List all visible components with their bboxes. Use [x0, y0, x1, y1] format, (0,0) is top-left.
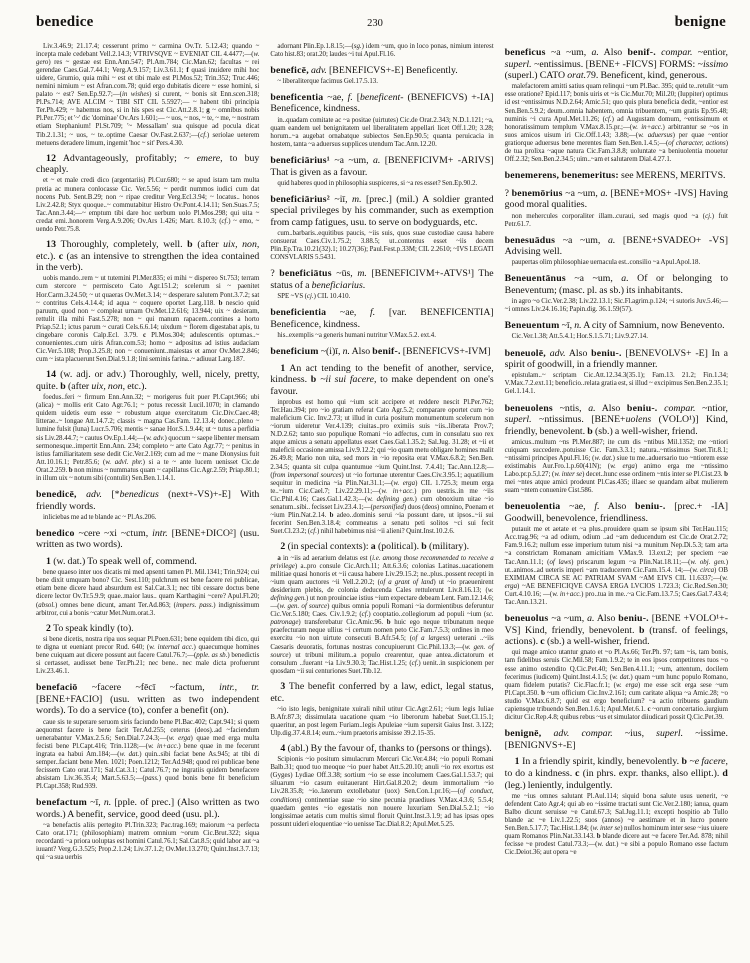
citation-block: putauit me et aetate et ~a plus..prouidere quam se ipsum sibi Ter.Hau.115; Acc.trag.96; ~a ad odium, odium ..ad ~am deducendum est Cic.de Orat.2.72; Fam.9.16.2; nullum esse imperium tutum nisi ~a munitum Nep.Di.5.3; tam arta ~a constrictam Romanam amicitiam V.Max.9. 13.ext.2; per speciem ~ae Tac.Ann.11.1; (of laws) priscarum legum ~a Plin.Nat.18.11;—(w. obj. gen.) ut..animos..ad ueteris imperi ~am traducerem Cic.Fam.15.4. 14;—(w. circa) OB EXIMIAM CIRCA SE AC PATRIAM SVAM ~AM EIVS CIL 11.6337;—(w. erga) ~AE BENEFICIQVE CAVSA ERGA LVCIOS 1.723.3; Cic.Red.Sen.30; Curt.4.10.16; —(w. in+acc.) pro..tua in me..~a Cic.Fam.13.7.5; Caes.Gal.7.43.4; Tac.Ann.13.21. [504, 526, 728, 606]
citation-block: his..exemplis ~a generis humani nutritur V.Max.5.2. ext.4. [277, 331, 436, 339]
citation-block: ~ liberaliterque facimus Gel.17.5.13. [277, 77, 378, 85]
citation-block: foedus..feri ~ firmum Enn.Ann.32; ~ morigerus fuit puer Pl.Capt.966; ubi (alica) ~ mollis erit Cato Agr.76.1; ~ potus recessit Lucil.1070; in clamando quidem uidetis eum esse ~ robustum atque exercitatum Cic.Div.Caec.48; litterae..~ longae Att.14.7.2; classis ~ magna Cas.Fam. 12.13.4; donec..pleno ~ lumine fulsit (luna) Lucr.5.706; mentis ~ sanae Hor.S.1.9.44; ut ~ tutus a perfidia sis Liv.28.44.7; ~ cautus Ov.Ep.1.44;—(w. adv.) quocum ~ saepe libenter mensam sermonesque..impertit Enn.Ann. 234; completo ~ arte Cato Agr.77; ~ penitus in istius familiaritatem sese dedit Cic.Ver.2.169; cum ad me ~ mane Dionysius fuit Att.10.16.1; Petr.85.6; (w. advl. phr.) si a te ~ ante lucem uenisset Cic.de Orat.2.259. b non minus ~ nummatus quam ~ capillatus Cic.Agr.2.59; Priap.80.1; in illum uix ~ notum sibi (contulit) Sen.Ben.1.14.1. [36, 394, 260, 482]
sense-paragraph: 2 (in special contexts): a (political). b (military). [280, 541, 470, 553]
sense-paragraph: 1 (w. dat.) To speak well of, commend. [46, 556, 197, 568]
column-middle [270, 41, 493, 863]
citation-block: caue sis te superare seruom siris faciundo bene Pl.Bac.402; Capt.941; si quem aequomst facere is bene facit Ter.Ad.255; ceterus (deos)..ad ~faciendum uenerabantur V.Max.2.5.6; Sen.Dial.7.24.3;—(w. erga) quae med erga multa fecisti bene Pl.Capt.416; Trin.1128;—(w. in+acc.) bene quae in me fecerunt ingrata ea habui Am.184;—(w. dat.) quin..sibi faciat bene As.945; at tibi di semper..faciant bene Men. 1021; Poen.1212; Ter.Ad.948; quod rei publicae bene fecissem Cato orat.171; Sal.Cat.3.1; Catul.76.7; ne ingratiis quidem benefacere absistam Liv.36.35.4; Mart.5.63.5;—(pass.) quod bonis bene fit beneficium Pl.Capt.358; Rud.939. [36, 718, 260, 791]
entry-paragraph: beneficiārius² ~iī, m. [prec.] (mil.) A soldier granted special privileges by his commander, such as exemption from camp fatigues, usu. to serve on bodyguards, etc. [270, 193, 494, 228]
citation-block: inliciebas me ad te blande ac ~ Pl.As.206. [43, 513, 157, 521]
citation-block: ~a benefactis aliis pertegito Pl.Trin.323; Pac.trag.169; maiorum ~a perfecta Cato orat.171; (philosophiam) matrem omnium ~orum Cic.Brut.322; siqua recordanti ~a priora uoluptas est homini Catul.76.1; Sal.Cat.8.5; quid labor aut ~a iuuant? Verg.G.3.525; Prop.2.1.24; Liv.37.1.2; Ov.Met.13.270; Quint.Inst.3.7.13; qui ~a sua uerbis [36, 822, 260, 862]
entry-paragraph: beneuolē, adv. Also beniu-. [BENEVOLVS+ -E] In a spirit of goodwill, in a friendly manner. [504, 347, 728, 371]
citation-block: SPE ~VS (cj.) CIL 10.410. [277, 293, 351, 301]
sense-paragraph: 3 The benefit conferred by a law, edict, legal status, etc. [270, 680, 494, 704]
entry-paragraph: beneuolens ~ntis, a. Also beniu-. compar. ~ntior, superl. ~ntissimus. [BENE+uolens (VOLO¹)] Kind, friendly, benevolent. b (sb.) a well-wisher, friend. [504, 402, 728, 437]
sense-paragraph: 12 Advantageously, profitably; ~ emere, to buy cheaply. [36, 152, 260, 176]
citation-block: Cic.Ver.1.38; Att.5.4.1; Hor.S.1.5.71; Liv.9.27.14. [511, 333, 648, 341]
page-number: 230 [367, 18, 383, 29]
entry-paragraph: beneficium ~(i)ī, n. Also benif-. [BENEFICVS+-IVM] [270, 345, 491, 357]
entry-paragraph: benefactum ~ī, n. [pple. of prec.] (Also written as two words.) A benefit, service, good deed (usu. pl.). [36, 797, 260, 820]
entry-paragraph: ? benemōrius ~a ~um, a. [BENE+MOS+ -IVS] Having good moral qualities. [504, 187, 728, 211]
column-left [36, 41, 259, 863]
citation-block: in agro ~o Cic.Ver.2.38; Liv.22.13.1; Sic.Fl.agrim.p.124; ~i sutoris Juv.5.46;—~i omnes Liv.24.16.16; Papin.dig. 36.1.59(57). [504, 298, 728, 314]
entry-paragraph: beneficiārius¹ ~a ~um, a. [BENEFICIVM+ -ARIVS] That is given as a favour. [270, 154, 494, 178]
entry-paragraph: Beneuentānus ~a ~um, a. Of or belonging to Beneventum; (masc. pl. as sb.) its inhabitants. [504, 273, 728, 297]
citation-block: adornant Plin.Ep.1.8.15;—(sg.) idem ~um, quo in loco ponas, nimium interest Cato hist.83; orat.20; laudes ~i tui Apul.Fl.16. [270, 42, 494, 58]
citation-block: qui mage amico utantur gnato et ~o Pl.As.66; Ter.Ph. 97; tam ~is, tam bonis, tam fidelibus seruis Cic.Mil.58; Fam.1.9.2; te in eos ipsos competitores tuos ~o esse animo ostendito Q.Cic.Pet.40; Sen.Ben.4.11.1; ~um, attentum, docilem fecerimus (iudicem) Quint.Inst.4.1.5; (w. dat.) quam ~um hunc populo Romano, quam fidelem putatis? Cic.Flac.fr.1; (w. erga) me esse scit erga sese ~um Pl.Capt.350. b ~um officium Cic.Inv.2.161; cum caritate aliqua ~a Amic.28; ~o studio V.Max.6.8.7; quid est ergo beneficium? ~a actio tribuens gaudium capiensque tribuendo Sen.Ben.1.6.1; Apul.Met.6.1. c ~orum concertatio..iurgium dicitur Cic.Rep.4.8; quibus rebus ~us et simulator diiudicari possit Q.Cic.Pet.39. [504, 649, 728, 722]
citation-block: non mehercules corporaliter illam..curaui, sed magis quod ~a (cj.) fuit Petr.61.7. [504, 212, 728, 228]
citation-block: paupertas olim philosophiae uernacula est..consilio ~a Apul.Apol.18. [511, 259, 701, 267]
entry-paragraph: beneuolentia ~ae, f. Also beniu-. [prec.+ -IA] Goodwill, benevolence, friendliness. [504, 501, 728, 525]
sense-paragraph: 1 An act tending to the benefit of another, service, kindness. b ~ii sui facere, to make dependent on one's favour. [270, 362, 494, 397]
entry-paragraph: Beneuentum ~ī, n. A city of Samnium, now Benevento. [504, 320, 725, 332]
sense-paragraph: 4 (abl.) By the favour of, thanks to (persons or things). [280, 742, 492, 754]
citation-block: epistulam..~ scriptam Cic.Att.12.34.3(35.1); Fam.13. 21.2; Fin.1.34; V.Max.7.2.ext.11; beneficio..relata gratia est, si illud ~ excipimus Sen.Ben.2.35.1; Gel.1.14.1. [504, 372, 728, 396]
citation-block: si bene dicetis, nostra ripa uos sequar Pl.Poen.631; bene equidem tibi dico, qui te digna ut eueniant precor Rud. 640; (w. internal acc.) quaecumque homines bene cuiquam aut dicere possunt aut facere Catul.76.7;—(pple. as sb.) benedictis si certasset, audisset bene Ter.Ph.21; nec bene.. nec male dicta profuerunt Liv.23.46.1. [36, 635, 260, 676]
entry-paragraph: beneficus ~a ~um, a. Also benif-. compar. ~entior, superl. ~entissimus. [BENE+ -FICVS] FORMS: ~issimo (superl.) CATO orat.79. Beneficent, kind, generous. [504, 47, 728, 82]
citation-block: quid haberes quod in philosophia suspiceres, si ~a res esset? Sen.Ep.90.2. [277, 179, 478, 187]
entry-paragraph: beneficē, adv. [BENEFICVS+-E] Beneficently. [270, 64, 458, 76]
citation-block: inprobus est homo qui ~ium scit accipere et reddere nescit Pl.Per.762; Ter.Hau.394; pro ~io gratiam referat Cato Agr.5.2; comparare oportet cum ~io maleficium Cic. Inv.2.73; ut illud in curia positum monumentum scelerum non ~iorum uideretur Ver.4.139; ciuitas..pro eximiis suis ~iis..liberata Prov.7; N.D.2.62; tanto suo populique Romani ~io adfectus, cum in consulatu suo rex atque amicus a senatu appellatus esset Caes.Gal.1.35.2; Sal.Jug. 31.28; et ~ii et maleficii occasione amissa Liv.9.12.2; qui ~io quam metu obligare homines malit 26.49.8; Mario non uita, sed mors in ~io reposita erat V.Max.6.8.2; Sen.Ben. 2.34.5; quanta sit culpa quantumue ~ium Quint.Inst. 7.4.41; Tac.Ann.12.8;—(from impersonal sources) ut ~io fortunae uterentur Caes.Civ.3.95.1; aquatilium sequitur in medicina ~ia Plin.Nat.31.1;—(w. erga) CIL 1.725.3; meum erga te..~ium Cic.Cael.7; Liv.22.29.11;—(w. in+acc.) pro uestris..in me ~iis Cic.Phil.4.16; Caes.Gal.1.42.3;—(w. defining gen.) cum obnoxium uitae ~io senatum..sibi.. fecisset Liv.23.4.1;—(personified) duos (deos) omnino, Poenam et ~ium Plin.Nat.2.14. b adeo..dominis serui ~ia possunt dare, ut ipsos..~ii sui fecerint Sen.Ben.3.18.4; commeatus a senatu peti solitos ~ci sui fecit Suet.Cl.23.2; (cf.) nihil habebimus nisi ~ii alieni? Quint.Inst.10.2.6. [270, 398, 494, 536]
text-columns [0, 35, 750, 863]
entry-paragraph: ? beneficiātus ~ūs, m. [BENEFICIVM+-ATVS¹] The status of a beneficiarius. [270, 268, 494, 291]
citation-block: Scipionis ~io positum simulacrum Mercuri Cic.Ver.4.84; ~io populi Romani Balb.31; quod tuo meoque ~io puer habet Att.5.20.10; anuli ~io rex exortus est (Gyges) Lydiae Off.3.38; sortium ~io se esse incolumem Caes.Gal.1.53.7; qui siluarum ~io casum euitauerant Hirt.Gal.8.20.2; deum immortalium ~io Liv.28.35.8; ~io..laterum extollebatur (uox) Sen.Con.1.pr.16;—(of conduct, conditions) continentiae suae ~io sine pecunia praediues V.Max.4.3.6; 5.5.4; quaedam gentes ~io egestatis non nouere luxuriam Sen.Dial.5.2.1; ~io longissimae aetatis cum multis simul floruit Quint.Inst.3.1.9; ad has ipsas opes possunt uideri eloquentiae ~io uenisse Tac.Dial.8.2; Apul.Met.5.25. [270, 756, 494, 828]
citation-block: et ~ et male credi dico (argentariis) Pl.Cur.680; ~ se apud istam tam multa pretia ac munera conlocasse Cic. Ver.5.56; ~ perdit nummos iudici cum dat nocens Pub. Sent.B.29; non ~ ripae creditur Verg.Ecl.3.94; ~ locatus.. honos Liv.2.42.8; Styx quoque..~ commutabitur Histro Ov.Pont.4.14.11; Sen.Suas.7.5; Tac.Ann.3.44;—~ emptum tibi dare hoc uerbum uolo Pl.Mos.298; qui uita ~ credat emi..honorem Verg.A.9.206; Ov.Ars 1.426; Mart. 8.10.3; (cf.) ~ emo, ~ uendo Petr.75.8. [36, 177, 260, 233]
sense-paragraph: 14 (w. adj. or adv.) Thoroughly, well, nicely, pretty, quite. b (after uix, non, etc.). [36, 369, 260, 392]
guide-word-right: benigne [674, 14, 726, 30]
entry-paragraph: beneuolus ~a ~um, a. Also beniu-. [BENE +VOLO¹+-VS] Kind, friendly, benevolent. b (transf. of feelings, actions). c (sb.) a well-wisher, friend. [504, 613, 728, 648]
entry-paragraph: beneficientia ~ae, f. [var. BENEFICENTIA] Beneficence, kindness. [270, 307, 494, 330]
entry-paragraph: benedico ~cere ~xi ~ctum, intr. [BENE+DICO²] (usu. written as two words). [36, 527, 260, 551]
entry-paragraph: benedicē, adv. [*benedicus (next+-VS)+-E] With friendly words. [36, 489, 260, 512]
guide-word-left: benedice [36, 14, 94, 30]
entry-paragraph: beneficentia ~ae, f. [beneficent- (BENEFICVS) +-IA] Beneficence, kindness. [270, 91, 494, 115]
sense-paragraph: 2 To speak kindly (to). [46, 622, 134, 634]
citation-block: Liv.3.46.9; 21.17.4; cesserunt primo ~ carmina Ov.Tr. 5.12.43; quando ~ incepta male cedebant Vell.2.14.3; VTRIVSQVE ~ EVENIAT CIL 4.4477;—(w. gero) res ~ gestae est Enn.Ann.547; Pl.Am.784; Cic.Man.62; facultas ~ rei gerendae Caes.Gal.7.44.1; Verg.A.9.157; Liv.3.61.1; f quasi inuidere mihi hoc uidere, Grumio, quia mihi ~ est et tibi male est Pl.Mos.52; Trin.352; Truc.446; nemini nimium ~ est Afran.com.78; quid ergo dubitatis dicere ~ esse homini, si palato ~ est? Sen.Ep.92.7;—(in wishes) si curent, ~ bonis sit Enn.scen.318; Pl.Ps.714; AVE ALCIM ~ TIBI SIT CIL 5.5927;— ~ habent tibi principia Ter.Ph.429; ~ habemus nos, si in his spes est Cic.Att.2.8.1; g ~ omnibus nobis Pl.Per.775; et '~' dic 'dominae' Ov.Ars 1.601;— ~ uos, ~ nos, ~ te, ~ me, ~ nostram etiam Stephanium! Pl.St.709; '~ Messallam' sua quisque ad pocula dicat Tib.2.1.31; ~ uos, ~ te..optime Caesar Ov.Fast.2.637;—(cf.) seriolae ueterem metuens deradere limum, ingemit 'hoc ~ sit' Pers.4.30. [36, 42, 260, 147]
entry-paragraph: benefaciō ~facere ~fēcī ~factum, intr., tr. [BENE+FACIO] (usu. written as two independent words). To do a service (to), confer a benefit (on). [36, 682, 260, 717]
citation-block: bene quaeso inter uos dicatis mi med apsenti tamen Pl. Mil.1341; Trin.924; cui bene dixit umquam bono? Cic. Sest.110; pulchrum est bene facere rei publicae, etiam bene dicere haud absurdum est Sal.Cat.3.1; nec tibi cessare doctus bene dicere lector Ov.Tr.5.9.9; quae..maior laus.. quam Karthagini ~cere? Apul.Fl.20; (absol.) omnes bene dicunt, amant Ter.Ad.863; (impers. pass.) indignissimum arbitror, cui a bonis ~catur Met.Num.orat.3. [36, 569, 260, 617]
citation-block: amicus..multum ~ns Pl.Mer.887; ite cum dis ~ntibus Mil.1352; me ~ntiori cuiquam succedere..potuisse Cic. Fam.3.3.1; natura..~ntissimus Suet.Tit.8.1; ~ntissimi principes Apul.Fl.16; (w. dat.) siue tu me..aduersario tuo ~ntiorem esse existimabis Aur.Fro.1.p.60(41N); (w. erga) animo erga me ~ntissimo Labo.pr.p.5,l.27; (w. inter se) decet..hunc esse ordinem ~ntis inter se Pl.Cist.23. b mei ~ntes atque amici prodeunt Pl.Cas.435; illaec se quandam aibat mulierem suam ~ntem conuenire Cist.586. [504, 438, 728, 495]
column-right [505, 41, 728, 863]
citation-block: a in ~iis ad aerarium delatus est (i.e. among those recommended to receive a privilege) a..pro consule Cic.Arch.11; Att.6.3.6; colonias Latinas..uacationem militiae quasi honoris et ~ii causa habere Liv.29.15.2; ne..plus..possent recepti in ~ium quam auctores ~ii Vell.2.20.2; (of a grant of land) ut ~io praeuenirent desiderium plebis, de colonia deducenda Cales rettulerunt Liv.8.16.13; (w. defining gen.) ut non prouinciae istius ~ium expectare debeam Lent. Fam.12.14.6;—(w. gen. of source) quibus omnia populi Romani ~ia dormientibus deferuntur Cic.Ver.5.180; Caes. Civ.1.9.2; (cf.) cooptatio..collegiorum ad populi ~ium (sc. patronage) transferebatur Cic.Amic.96. b huic ego neque tribunatum neque praefecturam neque ullius ~i certum nomen peto Cic.Fam.7.5.3; ordines in meo exercitu ~io non uirtute consecuti B.Afr.54.5; (of a largess) ueterani ..~iis Caesaris deuoratis, fortunas nostras concupiuerunt Cic.Phil.13.3;—(w. gen. of source) ut tribuni militum..a populo crearentur, quae antea..dictatorum et consulum ..fuerant ~ia Liv.9.30.3; Tac.Hist.1.25; (cf.) uenit..in suspicionem per quosdam ~ii sui centuriones Suet.Tib.12. [270, 554, 494, 675]
sense-paragraph: 1 In a friendly spirit, kindly, benevolently. b ~e facere, to do a kindness. c (in phrs. expr. thanks, also ellipt.). d (leg.) leniently, indulgently. [504, 756, 728, 791]
entry-paragraph: benignē, adv. compar. ~ius, superl. ~issime. [BENIGNVS+-E] [504, 728, 728, 751]
sense-paragraph: 13 Thoroughly, completely, well. b (after uix, non, etc.). c (as an intensive to strengthen the idea contained in the verb). [36, 239, 260, 274]
citation-block: cum..barbaris..equitibus paucis, ~iis suis, quos suae custodiae causa habere consuerat Caes.Civ.1.75.2; 3.88.5; ut..contentus esset ~iis decem Plin.Ep.Tra.10.21(32).1; 10.27(36); Paul.Fest.p.33M; CIL 2.2610; ~IVS LEGATI CONSVLARIS 5.5431. [270, 230, 494, 262]
entry-paragraph: benesuādus ~a ~um, a. [BENE+SVADEO+ -VS] Advising well. [504, 234, 728, 258]
citation-block: in..quadam comitate ac ~a positae (uirtutes) Cic.de Orat.2.343; N.D.1.121; ~a, quam eandem uel benignitatem uel liberalitatem appellari licet Off.1.20; 3.28; horum..~a augebat ornabatque subiectos Sen.Ep.90.5; quanta peruicacia in hostem, tanta ~a aduersus supplices utendum Tac.Ann.12.20. [270, 116, 494, 148]
entry-paragraph: benemerens, benemeritus: see MERENS, MERITVS. [504, 170, 726, 182]
citation-block: me ~ius omnes salutant Pl.Aul.114; siquid bona salute usus uenerit, ~e defendent Cato Agr.4; qui ab eo ~issime tractati sunt Cic.Ver.2.180; ianua, quam Balbo dicunt seruisse ~e Catul.67.3; Sal.Jug.11.1; excepti hospitio ab Tullo blande ac ~e Liv.1.22.5; suos (annos) ~e aestimare et in lucro ponere Sen.Ben.5.17.7; Tac.Hist.1.84; (w. inter se) nullos hominum inter sese ~ius uiuere quam Romanos Plin.Nat.33.143. b blande dicere aut ~e facere Ter.Ad. 878; nihil fecisse ~e prodest Catul.73.3;—(w. dat.) ~e sibi a populo Romano esse factum Cic.Deiot.36; aut opera ~e [504, 792, 728, 857]
citation-block: malefactorem amitti satius quam relinqui ~um Pl.Bac. 395; quid te..retulit ~um esse oratione? Epid.117; bonis uiris et ~is Cic.Mur.70; Mil.20; (Iuppiter) optimus id est ~entissimus N.D.2.64; Amic.51; quo quis plura beneficia dedit, ~entior est Sen.Ben.5.9.2; deum..omnia habentem, omnia tribuentem, ~um gratis Ep.95.48; numinis ~i cura Apul.Met.11.26; (cf.) ad Augustam domum, ~entissimum et honoratissimum templum V.Max.8.15.pr.;—(w. in+acc.) arbitrantur se ~os in suos amicos uisum iri Cic.Off.1.43; 3.88;—(w. aduersus) per quae ~entior gratiorque aduersus bene merentes fiam Sen.Ben.1.4.5;—(of character, actions) de tua prolixa ~aque natura Cic.Fam.3.8.8; uoluntate ~a beniuolentia mouetur Off.2.32; Sen.Ben.2.34.5; uim..~am et salutarem Dial.4.27.1. [504, 83, 728, 164]
citation-block: ~io isto legis, benignitate xuirali nihil utitur Cic.Agr.2.61; ~ium legis Iuliae B.Afr.87.3; dissimulata uacatione quam ~io liberorum habebat Suet.Cl.15.1; quaeritur, an post legem Furiam..legis Apuleiae ~ium supersit Gaius Inst. 3.122; Ulp.dig.37.4.8.14; eum..~ium praetoris amisisse 39.2.15-35. [270, 705, 494, 737]
running-head [0, 0, 750, 35]
citation-block: uobis mando..rem ~ ut tutemini Pl.Mer.835; ei mihi ~ dispereo St.753; terram cum stercore ~ permisceto Cato Agr.151.2; scelerum si ~ paenitet Hor.Carm.3.24.50; ~ ut quaeras Ov.Met.3.14; ~ desperare salutem Pont.3.7.2; sat ~ contritus Cels.4.14.4; id aqua ~ coquere oportet Larg.118. b nescio quid paruum, quod non ~ compleat urnam Ov.Met.12.616; 13.944; uix ~ desieram, rettulit illa mihi Fast.5.278; non ~ qui manum rapacem..contines a horto Priap.52.1; ictus parum ~ curati Cels.6.6.14; uixdum ~ florem digestabat apis, tu cingebare coronis Calp.Ecl. 3.79. c Pl.Mos.304; adulescentis optumas..~ conuenientes..cum uiris Afran.com.53; homo ~ adpositus ad istius audaciam Cic.Ver.5.108; Prop.3.25.8; non ~ conueniunt..maiestas et amor Ov.Met.2.846; cum ~ ista placuerunt Sen.Dial.9.1.8; lini seminis farina..~ adiuuat Larg.187. [36, 275, 260, 364]
